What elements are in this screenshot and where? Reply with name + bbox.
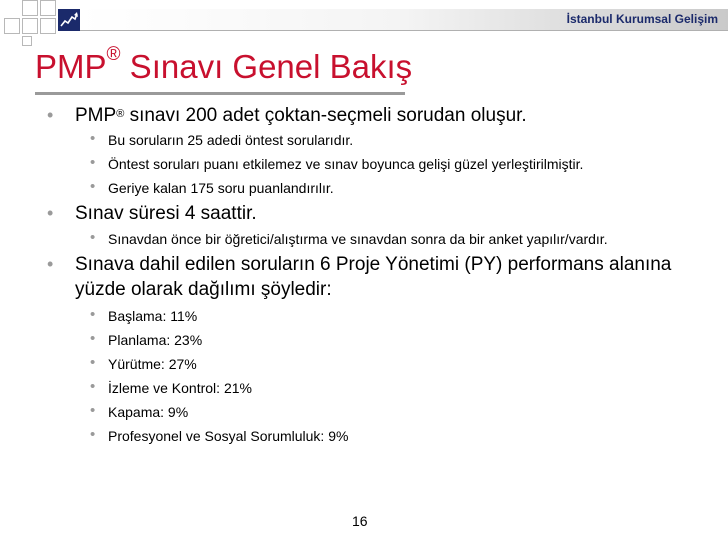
- bullet-text: PMP® sınavı 200 adet çoktan-seçmeli sorudan oluşur.: [75, 105, 527, 126]
- deco-square: [22, 18, 38, 34]
- bullet-icon: •: [90, 130, 96, 147]
- sub-bullet-text: Yürütme: 27%: [108, 356, 197, 372]
- slide-title: [35, 44, 413, 86]
- deco-square: [22, 0, 38, 16]
- bullet-text: yüzde olarak dağılımı şöyledir:: [75, 279, 332, 300]
- bullet-text: Sınava dahil edilen soruların 6 Proje Yönetimi (PY) performans alanına: [75, 254, 672, 275]
- deco-square: [4, 18, 20, 34]
- decorative-squares: [0, 0, 60, 46]
- page-number: 16: [352, 513, 368, 529]
- slide-header: [0, 0, 728, 38]
- sub-bullet-text: İzleme ve Kontrol: 21%: [108, 380, 252, 396]
- sub-bullet-text: Bu soruların 25 adedi öntest sorularıdır.: [108, 132, 354, 148]
- sub-bullet-text: Sınavdan önce bir öğretici/alıştırma ve sınavdan sonra da bir anket yapılır/vardır.: [108, 231, 608, 247]
- title-underline: [35, 92, 405, 95]
- bullet-icon: •: [90, 178, 96, 195]
- deco-square: [22, 36, 32, 46]
- bullet-icon: •: [90, 330, 96, 347]
- sub-bullet-text: Profesyonel ve Sosyal Sorumluluk: 9%: [108, 428, 349, 444]
- registered-mark: ®: [106, 44, 121, 65]
- bullet-icon: •: [90, 154, 96, 171]
- bullet-icon: •: [90, 229, 96, 246]
- bullet-icon: •: [47, 105, 54, 125]
- bullet-icon: •: [90, 402, 96, 419]
- trend-arrow-icon: [58, 9, 80, 31]
- deco-square: [40, 0, 56, 16]
- title-text: PMP: [35, 48, 107, 85]
- sub-bullet-text: Başlama: 11%: [108, 308, 198, 324]
- sub-bullet-text: Geriye kalan 175 soru puanlandırılır.: [108, 180, 334, 196]
- deco-square: [40, 18, 56, 34]
- bullet-icon: •: [47, 254, 54, 274]
- sub-bullet-text: Kapama: 9%: [108, 404, 189, 420]
- bullet-icon: •: [90, 378, 96, 395]
- bullet-icon: •: [47, 203, 54, 223]
- bullet-icon: •: [90, 426, 96, 443]
- title-text-rest: Sınavı Genel Bakış: [120, 48, 413, 85]
- bullet-text: Sınav süresi 4 saattir.: [75, 203, 257, 224]
- bullet-icon: •: [90, 306, 96, 323]
- bullet-icon: •: [90, 354, 96, 371]
- sub-bullet-text: Planlama: 23%: [108, 332, 203, 348]
- sub-bullet-text: Öntest soruları puanı etkilemez ve sınav boyunca gelişi güzel yerleştirilmiştir.: [108, 156, 584, 172]
- organization-name: İstanbul Kurumsal Gelişim: [566, 12, 718, 26]
